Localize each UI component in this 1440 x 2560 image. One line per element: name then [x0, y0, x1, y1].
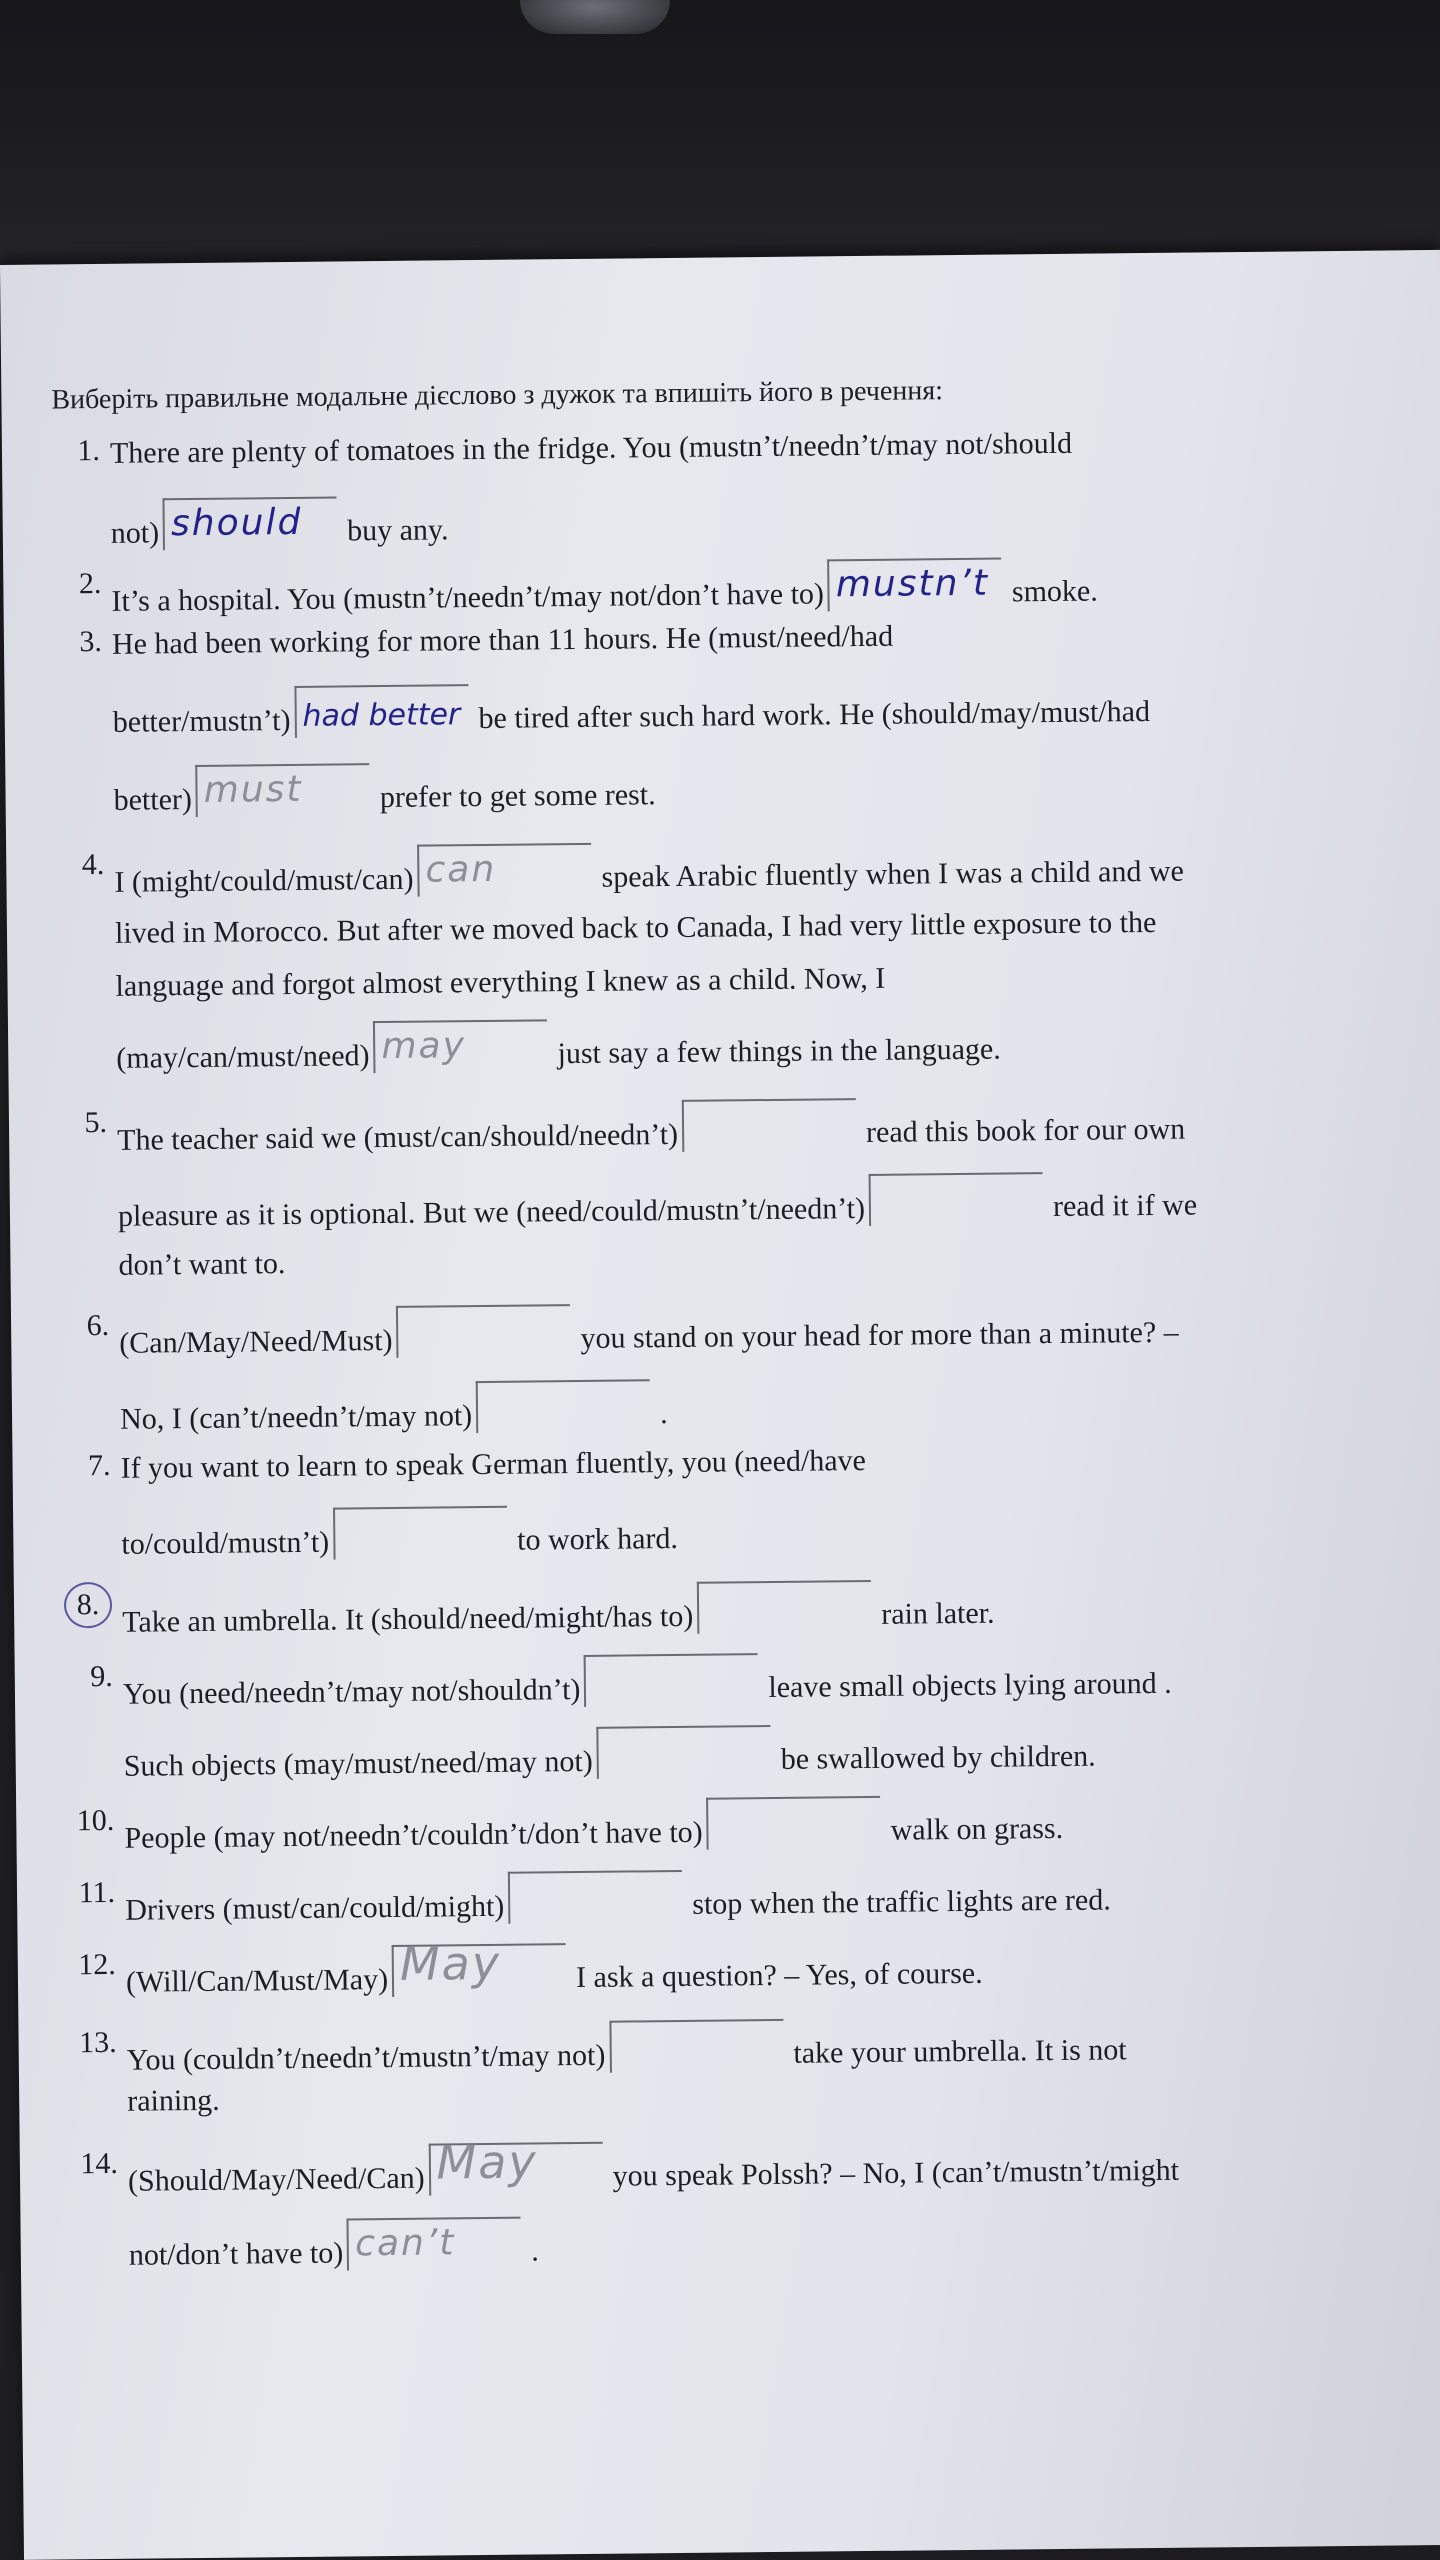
exercise-item-10	[66, 1790, 1396, 1858]
exercise-item-7	[62, 1435, 1393, 1564]
answer-box[interactable]	[508, 1870, 683, 1924]
instruction-heading: Виберіть правильне модальне дієслово з дужок та впишіть його в речення:	[51, 375, 944, 416]
answer-box[interactable]	[428, 2134, 603, 2196]
item-number: 2.	[78, 566, 102, 601]
handwritten-answer: May	[399, 1936, 502, 1992]
answer-box[interactable]	[828, 558, 1003, 612]
answer-box[interactable]	[609, 2019, 784, 2073]
item-number: 8.	[64, 1582, 112, 1629]
exercise-item-6	[61, 1295, 1392, 1439]
object-on-desk	[520, 0, 670, 34]
item-line: You (couldn’t/needn’t/mustn’t/may not) take your umbrella. It is not	[126, 2012, 1398, 2079]
answer-box[interactable]	[392, 1936, 567, 1997]
item-line: not/don’t have to) can’t .	[128, 2207, 1400, 2274]
exercise-item-2	[53, 554, 1383, 622]
exercise-item-1	[52, 421, 1383, 554]
item-number: 7.	[87, 1448, 111, 1483]
exercise-item-11	[67, 1862, 1397, 1930]
worksheet-page	[0, 250, 1440, 2560]
item-line: raining.	[127, 2083, 220, 2118]
item-line: language and forgot almost everything I knew as a child. Now, I	[115, 961, 886, 1003]
item-line: I (might/could/must/can) can speak Arabic fluently when I was a child and we	[114, 835, 1386, 902]
item-number: 10.	[76, 1803, 115, 1838]
item-number: 5.	[84, 1105, 108, 1140]
answer-box[interactable]	[706, 1796, 881, 1850]
item-number: 9.	[90, 1659, 113, 1694]
item-line: better) must prefer to get some rest.	[113, 753, 1385, 820]
item-number: 6.	[86, 1308, 110, 1343]
worksheet-content	[51, 371, 1401, 2276]
answer-box[interactable]	[697, 1580, 872, 1634]
answer-box[interactable]	[333, 1506, 508, 1560]
item-line: There are plenty of tomatoes in the fridge. You (mustn’t/needn’t/may not/should	[109, 426, 1073, 470]
answer-box[interactable]	[682, 1098, 857, 1152]
desk-background	[0, 0, 1440, 275]
item-line: It’s a hospital. You (mustn’t/needn’t/may not/don’t have to) mustn’t smoke.	[111, 554, 1383, 621]
item-number: 14.	[80, 2146, 119, 2181]
handwritten-answer: should	[170, 502, 303, 545]
exercise-item-3	[54, 612, 1386, 821]
item-line: Drivers (must/can/could/might) stop when the traffic lights are red.	[125, 1862, 1397, 1929]
exercise-item-4	[56, 835, 1388, 1079]
item-number: 11.	[78, 1875, 116, 1910]
answer-box[interactable]	[584, 1653, 759, 1707]
item-line: The teacher said we (must/can/should/needn’t) read this book for our own	[117, 1093, 1389, 1160]
handwritten-answer: can’t	[354, 2222, 456, 2265]
handwritten-answer: May	[436, 2134, 538, 2190]
answer-box[interactable]	[347, 2217, 522, 2271]
item-number: 4.	[81, 847, 105, 882]
handwritten-answer: had better	[302, 697, 461, 734]
exercise-item-8	[64, 1574, 1394, 1642]
handwritten-answer: can	[425, 849, 497, 891]
item-line: He had been working for more than 11 hours. He (must/need/had	[111, 619, 894, 661]
item-line: People (may not/needn’t/couldn’t/don’t have to) walk on grass.	[124, 1790, 1396, 1857]
handwritten-answer: must	[203, 769, 303, 812]
item-line: (Should/May/Need/Can) May you speak Polssh? – No, I (can’t/mustn’t/might	[127, 2134, 1180, 2198]
exercise-item-12	[68, 1934, 1398, 2002]
answer-box[interactable]	[373, 1019, 548, 1073]
item-number: 13.	[78, 2025, 117, 2060]
exercise-item-5	[59, 1093, 1391, 1286]
item-line: pleasure as it is optional. But we (need/could/mustn’t/needn’t) read it if we	[118, 1168, 1390, 1235]
answer-box[interactable]	[396, 1304, 571, 1358]
item-line: (Will/Can/Must/May) May I ask a question? – Yes, of course.	[125, 1936, 983, 1999]
item-number: 1.	[77, 433, 101, 468]
item-line: lived in Morocco. But after we moved back to Canada, I had very little exposure to the	[114, 905, 1157, 950]
item-line: If you want to learn to speak German fluently, you (need/have	[120, 1443, 867, 1485]
answer-box[interactable]	[196, 763, 371, 817]
answer-box[interactable]	[476, 1379, 651, 1433]
item-line: (may/can/must/need) may just say a few things in the language.	[116, 1011, 1388, 1078]
item-line: You (need/needn’t/may not/shouldn’t) leave small objects lying around .	[123, 1646, 1395, 1713]
exercise-item-14	[70, 2133, 1401, 2275]
item-line: not) should buy any.	[110, 486, 1382, 553]
item-line: Take an umbrella. It (should/need/might/has to) rain later.	[122, 1574, 1394, 1641]
handwritten-answer: mustn’t	[835, 562, 990, 606]
answer-box[interactable]	[294, 684, 469, 738]
item-line: to/could/mustn’t) to work hard.	[121, 1496, 1393, 1563]
item-line: better/mustn’t) had better be tired after such hard work. He (should/may/must/had	[112, 675, 1384, 742]
answer-box[interactable]	[417, 843, 592, 897]
item-line: don’t want to.	[118, 1247, 286, 1282]
item-number: 12.	[78, 1947, 116, 1982]
exercise-item-13	[68, 2012, 1399, 2121]
item-line: Such objects (may/must/need/may not) be swallowed by children.	[123, 1718, 1395, 1785]
answer-box[interactable]	[596, 1725, 771, 1779]
item-line: (Can/May/Need/Must) you stand on your head for more than a minute? –	[119, 1295, 1391, 1362]
answer-box[interactable]	[869, 1172, 1044, 1226]
item-line: No, I (can’t/needn’t/may not) .	[120, 1371, 1392, 1438]
handwritten-answer: may	[381, 1025, 467, 1068]
item-number: 3.	[79, 624, 103, 659]
exercise-item-9	[65, 1646, 1396, 1786]
answer-box[interactable]	[163, 496, 338, 550]
